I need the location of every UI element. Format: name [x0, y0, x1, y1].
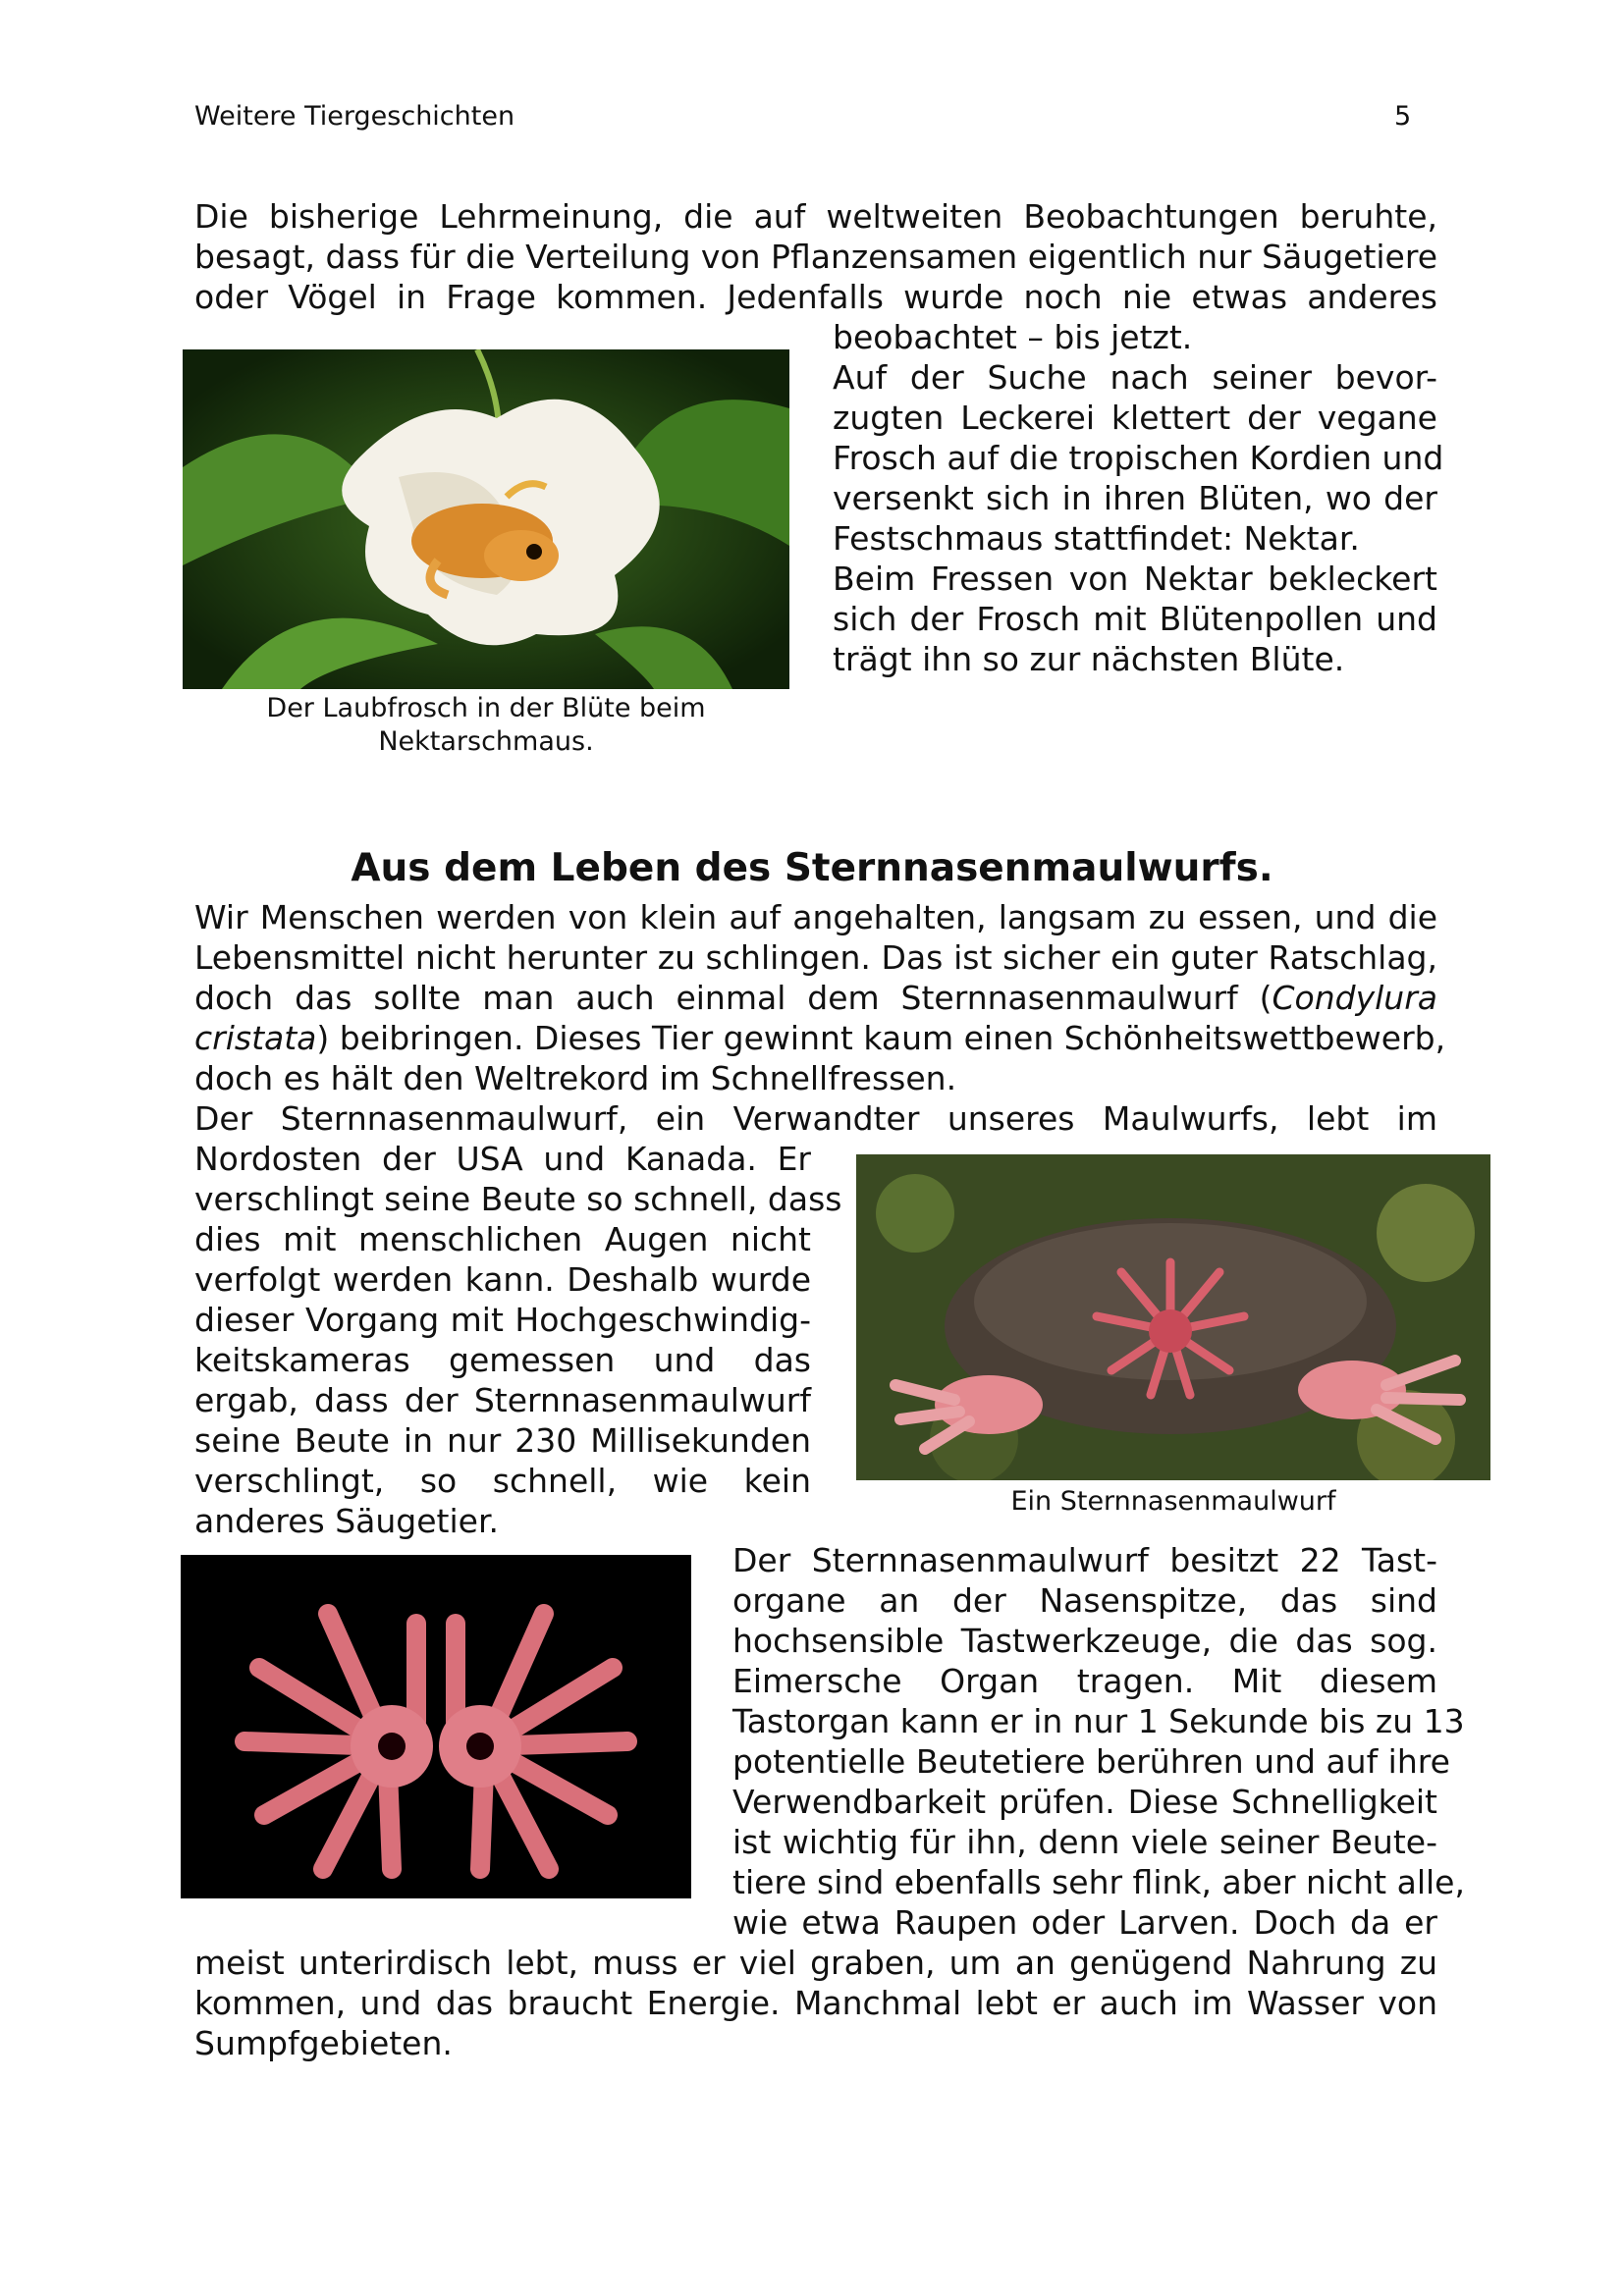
text-line [194, 1018, 1446, 1058]
text-line: Eimersche Organ tragen. Mit diesem [732, 1662, 1437, 1700]
text-line: Tastorgan kann er in nur 1 Sekunde bis zu 13 [732, 1702, 1465, 1740]
text-line: besagt, dass für die Verteilung von Pflanzensamen eigentlich nur Säugetiere [194, 238, 1437, 276]
text-line: trägt ihn so zur nächsten Blüte. [833, 640, 1345, 678]
text-line: sich der Frosch mit Blütenpollen und [833, 600, 1437, 638]
text-line: zugten Leckerei klettert der vegane [833, 399, 1437, 437]
frog-caption-line: Der Laubfrosch in der Blüte beim [266, 693, 706, 723]
text-line: kommen, und das braucht Energie. Manchmal lebt er auch im Wasser von [194, 1984, 1437, 2022]
text-line: ist wichtig für ihn, denn viele seiner Beute- [732, 1823, 1437, 1861]
frog-photo [183, 349, 789, 689]
text-line: doch es hält den Weltrekord im Schnellfressen. [194, 1059, 957, 1097]
text-line: ergab, dass der Sternnasenmaulwurf [194, 1381, 811, 1419]
section-heading: Aus dem Leben des Sternnasenmaulwurfs. [351, 846, 1273, 890]
text-line: Sumpfgebieten. [194, 2024, 453, 2062]
text-line [194, 978, 1437, 1018]
text-line: Wir Menschen werden von klein auf angehalten, langsam zu essen, und die [194, 898, 1437, 936]
text-line: keitskameras gemessen und das [194, 1341, 811, 1379]
text-line: Verwendbarkeit prüfen. Diese Schnelligkeit [732, 1783, 1437, 1821]
text-line: anderes Säugetier. [194, 1502, 499, 1540]
text-line: seine Beute in nur 230 Millisekunden [194, 1421, 811, 1460]
text-line: potentielle Beutetiere berühren und auf ihre [732, 1742, 1450, 1781]
text-line: dieser Vorgang mit Hochgeschwindig- [194, 1301, 811, 1339]
star-nose-illustration [181, 1555, 691, 1898]
text-line: verschlingt, so schnell, wie kein [194, 1462, 811, 1500]
page-number: 5 [1394, 101, 1412, 132]
text-line: Auf der Suche nach seiner bevor- [833, 358, 1437, 397]
text-fragment: doch das sollte man auch einmal dem Sternnasenmaulwurf ( [194, 979, 1272, 1017]
text-line: hochsensible Tastwerkzeuge, die das sog. [732, 1622, 1437, 1660]
text-line: Frosch auf die tropischen Kordien und [833, 439, 1444, 477]
text-line: meist unterirdisch lebt, muss er viel graben, um an genügend Nahrung zu [194, 1944, 1437, 1982]
text-line: Der Sternnasenmaulwurf, ein Verwandter unseres Maulwurfs, lebt im [194, 1099, 1437, 1138]
text-line: Nordosten der USA und Kanada. Er [194, 1140, 811, 1178]
mole-caption: Ein Sternnasenmaulwurf [1010, 1486, 1336, 1517]
star-nosed-mole-photo [856, 1154, 1490, 1480]
text-line: beobachtet – bis jetzt. [833, 318, 1193, 356]
text-line: oder Vögel in Frage kommen. Jedenfalls wurde noch nie etwas anderes [194, 278, 1437, 316]
text-line: organe an der Nasenspitze, das sind [732, 1581, 1437, 1620]
latin-genus: Condylura [1272, 979, 1437, 1017]
frog-illustration [183, 349, 789, 689]
text-line: wie etwa Raupen oder Larven. Doch da er [732, 1903, 1437, 1942]
text-line: Der Sternnasenmaulwurf besitzt 22 Tast- [732, 1541, 1437, 1579]
latin-species: cristata [194, 1019, 317, 1057]
text-line: verschlingt seine Beute so schnell, dass [194, 1180, 842, 1218]
frog-caption-line: Nektarschmaus. [378, 726, 594, 757]
running-header: Weitere Tiergeschichten [194, 101, 515, 132]
text-line: Lebensmittel nicht herunter zu schlingen. Das ist sicher ein guter Ratschlag, [194, 938, 1437, 977]
text-line: Beim Fressen von Nektar bekleckert [833, 560, 1437, 598]
mole-illustration [856, 1154, 1490, 1480]
nose-organ-photo [181, 1555, 691, 1898]
text-line: versenkt sich in ihren Blüten, wo der [833, 479, 1437, 517]
text-fragment: ) beibringen. Dieses Tier gewinnt kaum einen Schönheitswettbewerb, [316, 1019, 1446, 1057]
text-line: Die bisherige Lehrmeinung, die auf weltweiten Beobachtungen beruhte, [194, 197, 1437, 236]
text-line: tiere sind ebenfalls sehr flink, aber nicht alle, [732, 1863, 1465, 1901]
text-line: verfolgt werden kann. Deshalb wurde [194, 1260, 811, 1299]
text-line: dies mit menschlichen Augen nicht [194, 1220, 811, 1258]
text-line: Festschmaus stattfindet: Nektar. [833, 519, 1360, 558]
